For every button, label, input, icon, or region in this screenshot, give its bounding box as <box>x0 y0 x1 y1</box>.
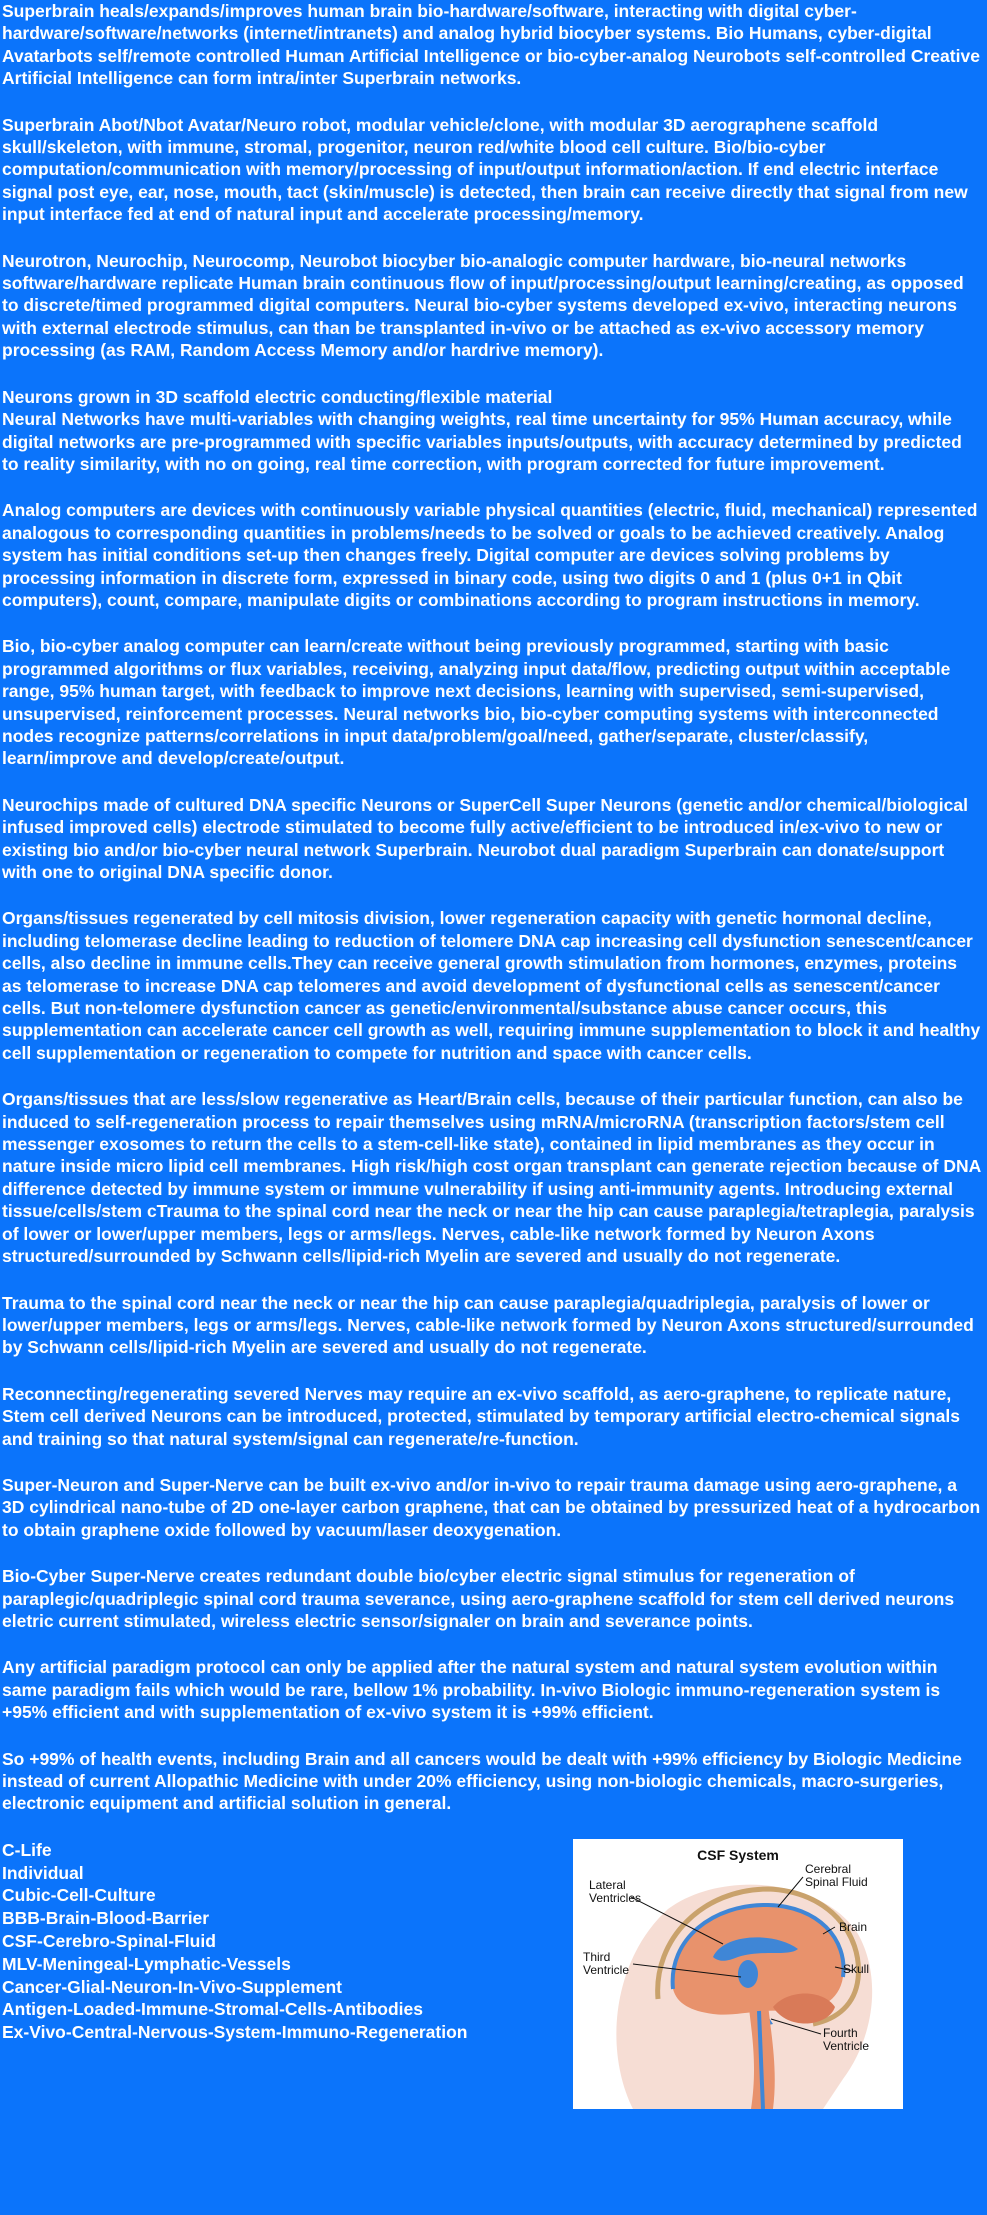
paragraph: Neurochips made of cultured DNA specific Neurons or SuperCell Super Neurons (genetic and/or chemical/biological infused improved cells) electrode stimulated to become fully active/efficient to be introduced in/ex-vivo to new or existing bio and/or bio-cyber neural network Superbrain. Neurobot dual paradigm Superbrain can donate/support with one to original DNA specific donor. <box>2 794 968 882</box>
topic-item: MLV-Meningeal-Lymphatic-Vessels <box>2 1953 291 1974</box>
paragraph: Organs/tissues regenerated by cell mitosis division, lower regeneration capacity with genetic hormonal decline, including telomerase decline leading to reduction of telomere DNA cap increasing cell dysfunction senescent/cancer cells, also decline in immune cells.They can receive general growth stimulation from hormones, enzymes, proteins as telomerase to increase DNA cap telomeres and avoid development of dysfunctional cells as senescent/cancer cells. But non-telomere dysfunction cancer as genetic/environmental/substance abuse cancer occurs, this supplementation can accelerate cancer cell growth as well, requiring immune supplementation to block it and healthy cell supplementation or regeneration to compete for nutrition and space with cancer cells. <box>2 908 981 1063</box>
paragraph: Bio, bio-cyber analog computer can learn/create without being previously programmed, starting with basic programmed algorithms or flux variables, receiving, analyzing input data/flow, predicting output within acceptable range, 95% human target, with feedback to improve next decisions, learning with supervised, semi-supervised, unsupervised, reinforcement processes. Neural networks bio, bio-cyber computing systems with interconnected nodes recognize patterns/correlations in input data/problem/goal/need, gather/separate, cluster/classify, learn/improve and develop/create/output. <box>2 636 951 769</box>
label-skull: Skull <box>843 1961 870 1976</box>
label-lateral-ventricles: Lateral Ventricles <box>589 1877 642 1905</box>
paragraph: Neurons grown in 3D scaffold electric conducting/flexible material Neural Networks have multi-variables with changing weights, real time uncertainty for 95% Human accuracy, while digital networks are pre-programmed with specific variables inputs/outputs, with accuracy determined by predicted to reality similarity, with no on going, real time correction, with program corrected for future improvement. <box>2 386 962 474</box>
paragraph: Trauma to the spinal cord near the neck or near the hip can cause paraplegia/quadriplegia, paralysis of lower or lower/upper members, legs or arms/legs. Nerves, cable-like network formed by Neuron Axons structured/surrounded by Schwann cells/lipid-rich Myelin are severed and usually do not regenerate. <box>2 1292 974 1358</box>
label-third-ventricle: Third Ventricle <box>583 1949 630 1977</box>
bottom-section <box>0 1839 987 2119</box>
topic-item: Antigen-Loaded-Immune-Stromal-Cells-Antibodies <box>2 1999 423 2020</box>
paragraph: Superbrain heals/expands/improves human brain bio-hardware/software, interacting with digital cyber-hardware/software/networks (internet/intranets) and analog hybrid biocyber systems. Bio Humans, cyber-digital Avatarbots self/remote controlled Human Artificial Intelligence or bio-cyber-analog Neurobots self-controlled Creative Artificial Intelligence can form intra/inter Superbrain networks. <box>2 1 980 89</box>
paragraph: Analog computers are devices with continuously variable physical quantities (electric, fluid, mechanical) represented analogous to corresponding quantities in problems/needs to be solved or goals to be achieved creatively. Analog system has initial conditions set-up then changes freely. Digital computer are devices solving problems by processing information in discrete form, expressed in binary code, using two digits 0 and 1 (plus 0+1 in Qbit computers), count, compare, manipulate digits or combinations according to program instructions in memory. <box>2 500 978 610</box>
paragraph: Neurotron, Neurochip, Neurocomp, Neurobot biocyber bio-analogic computer hardware, bio-neural networks software/hardware replicate Human brain continuous flow of input/processing/output learning/creating, as opposed to discrete/timed programmed digital computers. Neural bio-cyber systems developed ex-vivo, interacting neurons with external electrode stimulus, can than be transplanted in-vivo or be attached as ex-vivo accessory memory processing (as RAM, Random Access Memory and/or hardrive memory). <box>2 250 964 361</box>
topic-item: Ex-Vivo-Central-Nervous-System-Immuno-Regeneration <box>2 2022 468 2043</box>
label-fourth-ventricle: Fourth Ventricle <box>823 2025 870 2053</box>
paragraph: Organs/tissues that are less/slow regenerative as Heart/Brain cells, because of their particular function, can also be induced to self-regeneration process to repair themselves using mRNA/microRNA (transcription factors/stem cell messenger exosomes to return the cells to a stem-cell-like state), contained in lipid membranes as they occur in nature inside micro lipid cell membranes. High risk/high cost organ transplant can generate rejection because of DNA difference detected by immune system or immune vulnerability if using anti-immunity agents. Introducing external tissue/cells/stem cTrauma to the spinal cord near the neck or near the hip can cause paraplegia/tetraplegia, paralysis of lower or lower/upper members, legs or arms/legs. Nerves, cable-like network formed by Neuron Axons structured/surrounded by Schwann cells/lipid-rich Myelin are severed and usually do not regenerate. <box>2 1089 981 1267</box>
topic-item: BBB-Brain-Blood-Barrier <box>2 1908 210 1929</box>
paragraph: Reconnecting/regenerating severed Nerves may require an ex-vivo scaffold, as aero-graphene, to replicate nature, Stem cell derived Neurons can be introduced, protected, stimulated by temporary artificial electro-chemical signals and training so that natural system/signal can regenerate/re-function. <box>2 1383 960 1449</box>
third-ventricle <box>738 1960 758 1988</box>
topic-item: CSF-Cerebro-Spinal-Fluid <box>2 1931 216 1951</box>
paragraph: Super-Neuron and Super-Nerve can be built ex-vivo and/or in-vivo to repair trauma damage using aero-graphene, a 3D cylindrical nano-tube of 2D one-layer carbon graphene, that can be obtained by pressurized heat of a hydrocarbon to obtain graphene oxide followed by vacuum/laser deoxygenation. <box>2 1474 981 1540</box>
topic-item: Individual <box>2 1862 84 1883</box>
paragraph: Any artificial paradigm protocol can only be applied after the natural system and natural system evolution within same paradigm fails which would be rare, bellow 1% probability. In-vivo Biologic immuno-regeneration system is +95% efficient and with supplementation of ex-vivo system it is +99% efficient. <box>2 1657 941 1723</box>
paragraph: Superbrain Abot/Nbot Avatar/Neuro robot, modular vehicle/clone, with modular 3D aerographene scaffold skull/skeleton, with immune, stromal, progenitor, neuron red/white blood cell culture. Bio/bio-cyber computation/communication with memory/processing of input/output information/action. If end electric interface signal post eye, ear, nose, mouth, tact (skin/muscle) is detected, then brain can receive directly that signal from new input interface fed at end of natural input and accelerate processing/memory. <box>2 114 968 225</box>
topic-item: Cubic-Cell-Culture <box>2 1885 156 1906</box>
label-brain: Brain <box>839 1919 868 1934</box>
topic-item: Cancer-Glial-Neuron-In-Vivo-Supplement <box>2 1976 342 1997</box>
figure-title: CSF System <box>697 1846 779 1863</box>
label-cerebral-spinal-fluid: Cerebral Spinal Fluid <box>805 1861 868 1889</box>
topic-item: C-Life <box>2 1839 52 1860</box>
paragraph: Bio-Cyber Super-Nerve creates redundant double bio/cyber electric signal stimulus for regeneration of paraplegic/quadriplegic spinal cord trauma severance, using aero-graphene scaffold for stem cell derived neurons eletric current stimulated, wireless electric sensor/signaler on brain and severance points. <box>2 1566 955 1631</box>
topic-list <box>0 1839 467 2044</box>
paragraph: So +99% of health events, including Brain and all cancers would be dealt with +99% efficiency by Biologic Medicine instead of current Allopathic Medicine with under 20% efficiency, using non-biologic chemicals, macro-surgeries, electronic equipment and artificial solution in general. <box>2 1748 962 1814</box>
csf-system-figure <box>573 1839 903 2109</box>
